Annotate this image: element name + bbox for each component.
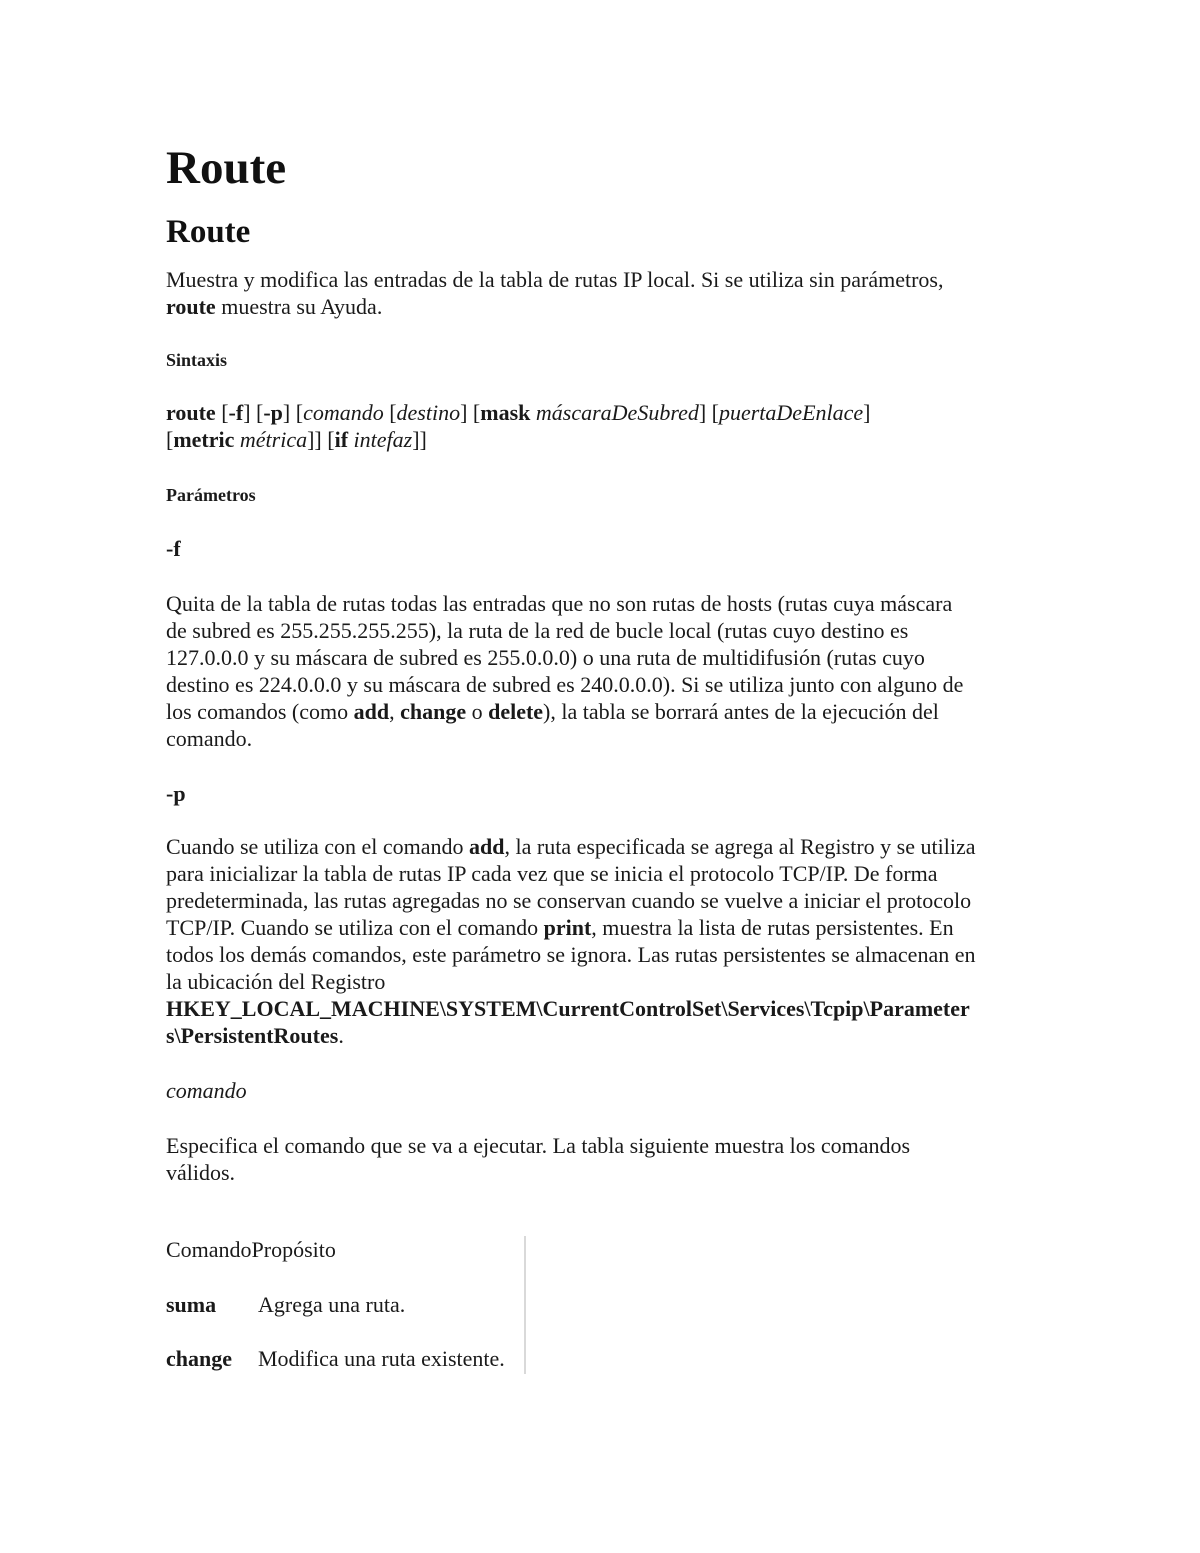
table-header-row [166,1236,526,1263]
table-row [166,1291,526,1318]
param-comando-name: comando [166,1078,247,1103]
command-description: Agrega una ruta. [258,1292,406,1317]
command-description: Modifica una ruta existente. [258,1346,505,1371]
table-row [166,1345,526,1372]
param-p-description: Cuando se utiliza con el comando add, la ruta especificada se agrega al Registro y se utiliza para inicializar la tabla de rutas IP cada vez que se inicia el protocolo TCP/IP. De forma predeterminada, las rutas agregadas no se conservan cuando se vuelve a iniciar el protocolo TCP/IP. Cuando se utiliza con el comando print, muestra la lista de rutas persistentes. En todos los demás comandos, este parámetro se ignora. Las rutas persistentes se almacenan en la ubicación del Registro HKEY_LOCAL_MACHINE\SYSTEM\CurrentControlSet\Services\Tcpip\Parameter s\PersistentRoutes. [166,833,1036,1049]
intro-paragraph [166,266,1036,320]
intro-line-2: route muestra su Ayuda. [166,294,383,319]
parameters-heading: Parámetros [166,485,256,505]
command-name: change [166,1346,232,1371]
route-command: route [166,294,216,319]
intro-line-1: Muestra y modifica las entradas de la tabla de rutas IP local. Si se utiliza sin parámetros, [166,267,944,292]
command-name: suma [166,1292,217,1317]
syntax-block [166,399,1036,453]
syntax-line-2: [metric métrica]] [if intefaz]] [166,427,427,452]
page-title: Route [166,142,287,194]
registry-key-line-2: s\PersistentRoutes. [166,1023,344,1048]
table-divider [524,1236,526,1374]
section-title: Route [166,214,251,250]
syntax-line-1: route [-f] [-p] [comando [destino] [mask máscaraDeSubred] [puertaDeEnlace] [166,400,871,425]
registry-key-line-1: HKEY_LOCAL_MACHINE\SYSTEM\CurrentControlSet\Services\Tcpip\Parameter [166,996,970,1021]
syntax-heading: Sintaxis [166,350,228,370]
param-f-name: -f [166,536,181,561]
param-comando-description: Especifica el comando que se va a ejecutar. La tabla siguiente muestra los comandos válidos. [166,1133,911,1185]
document-page [166,138,1036,1372]
param-f-description: Quita de la tabla de rutas todas las entradas que no son rutas de hosts (rutas cuya máscara de subred es 255.255.255.255), la ruta de la red de bucle local (rutas cuyo destino es 127.0.0.0 y su máscara de subred es 255.0.0.0) o una ruta de multidifusión (rutas cuyo destino es 224.0.0.0 y su máscara de subred es 240.0.0.0). Si se utiliza junto con alguno de los comandos (como add, change o delete), la tabla se borrará antes de la ejecución del comando. [166,591,964,751]
param-p-name: -p [166,781,186,806]
commands-table [166,1236,526,1372]
table-header: ComandoPropósito [166,1237,336,1262]
